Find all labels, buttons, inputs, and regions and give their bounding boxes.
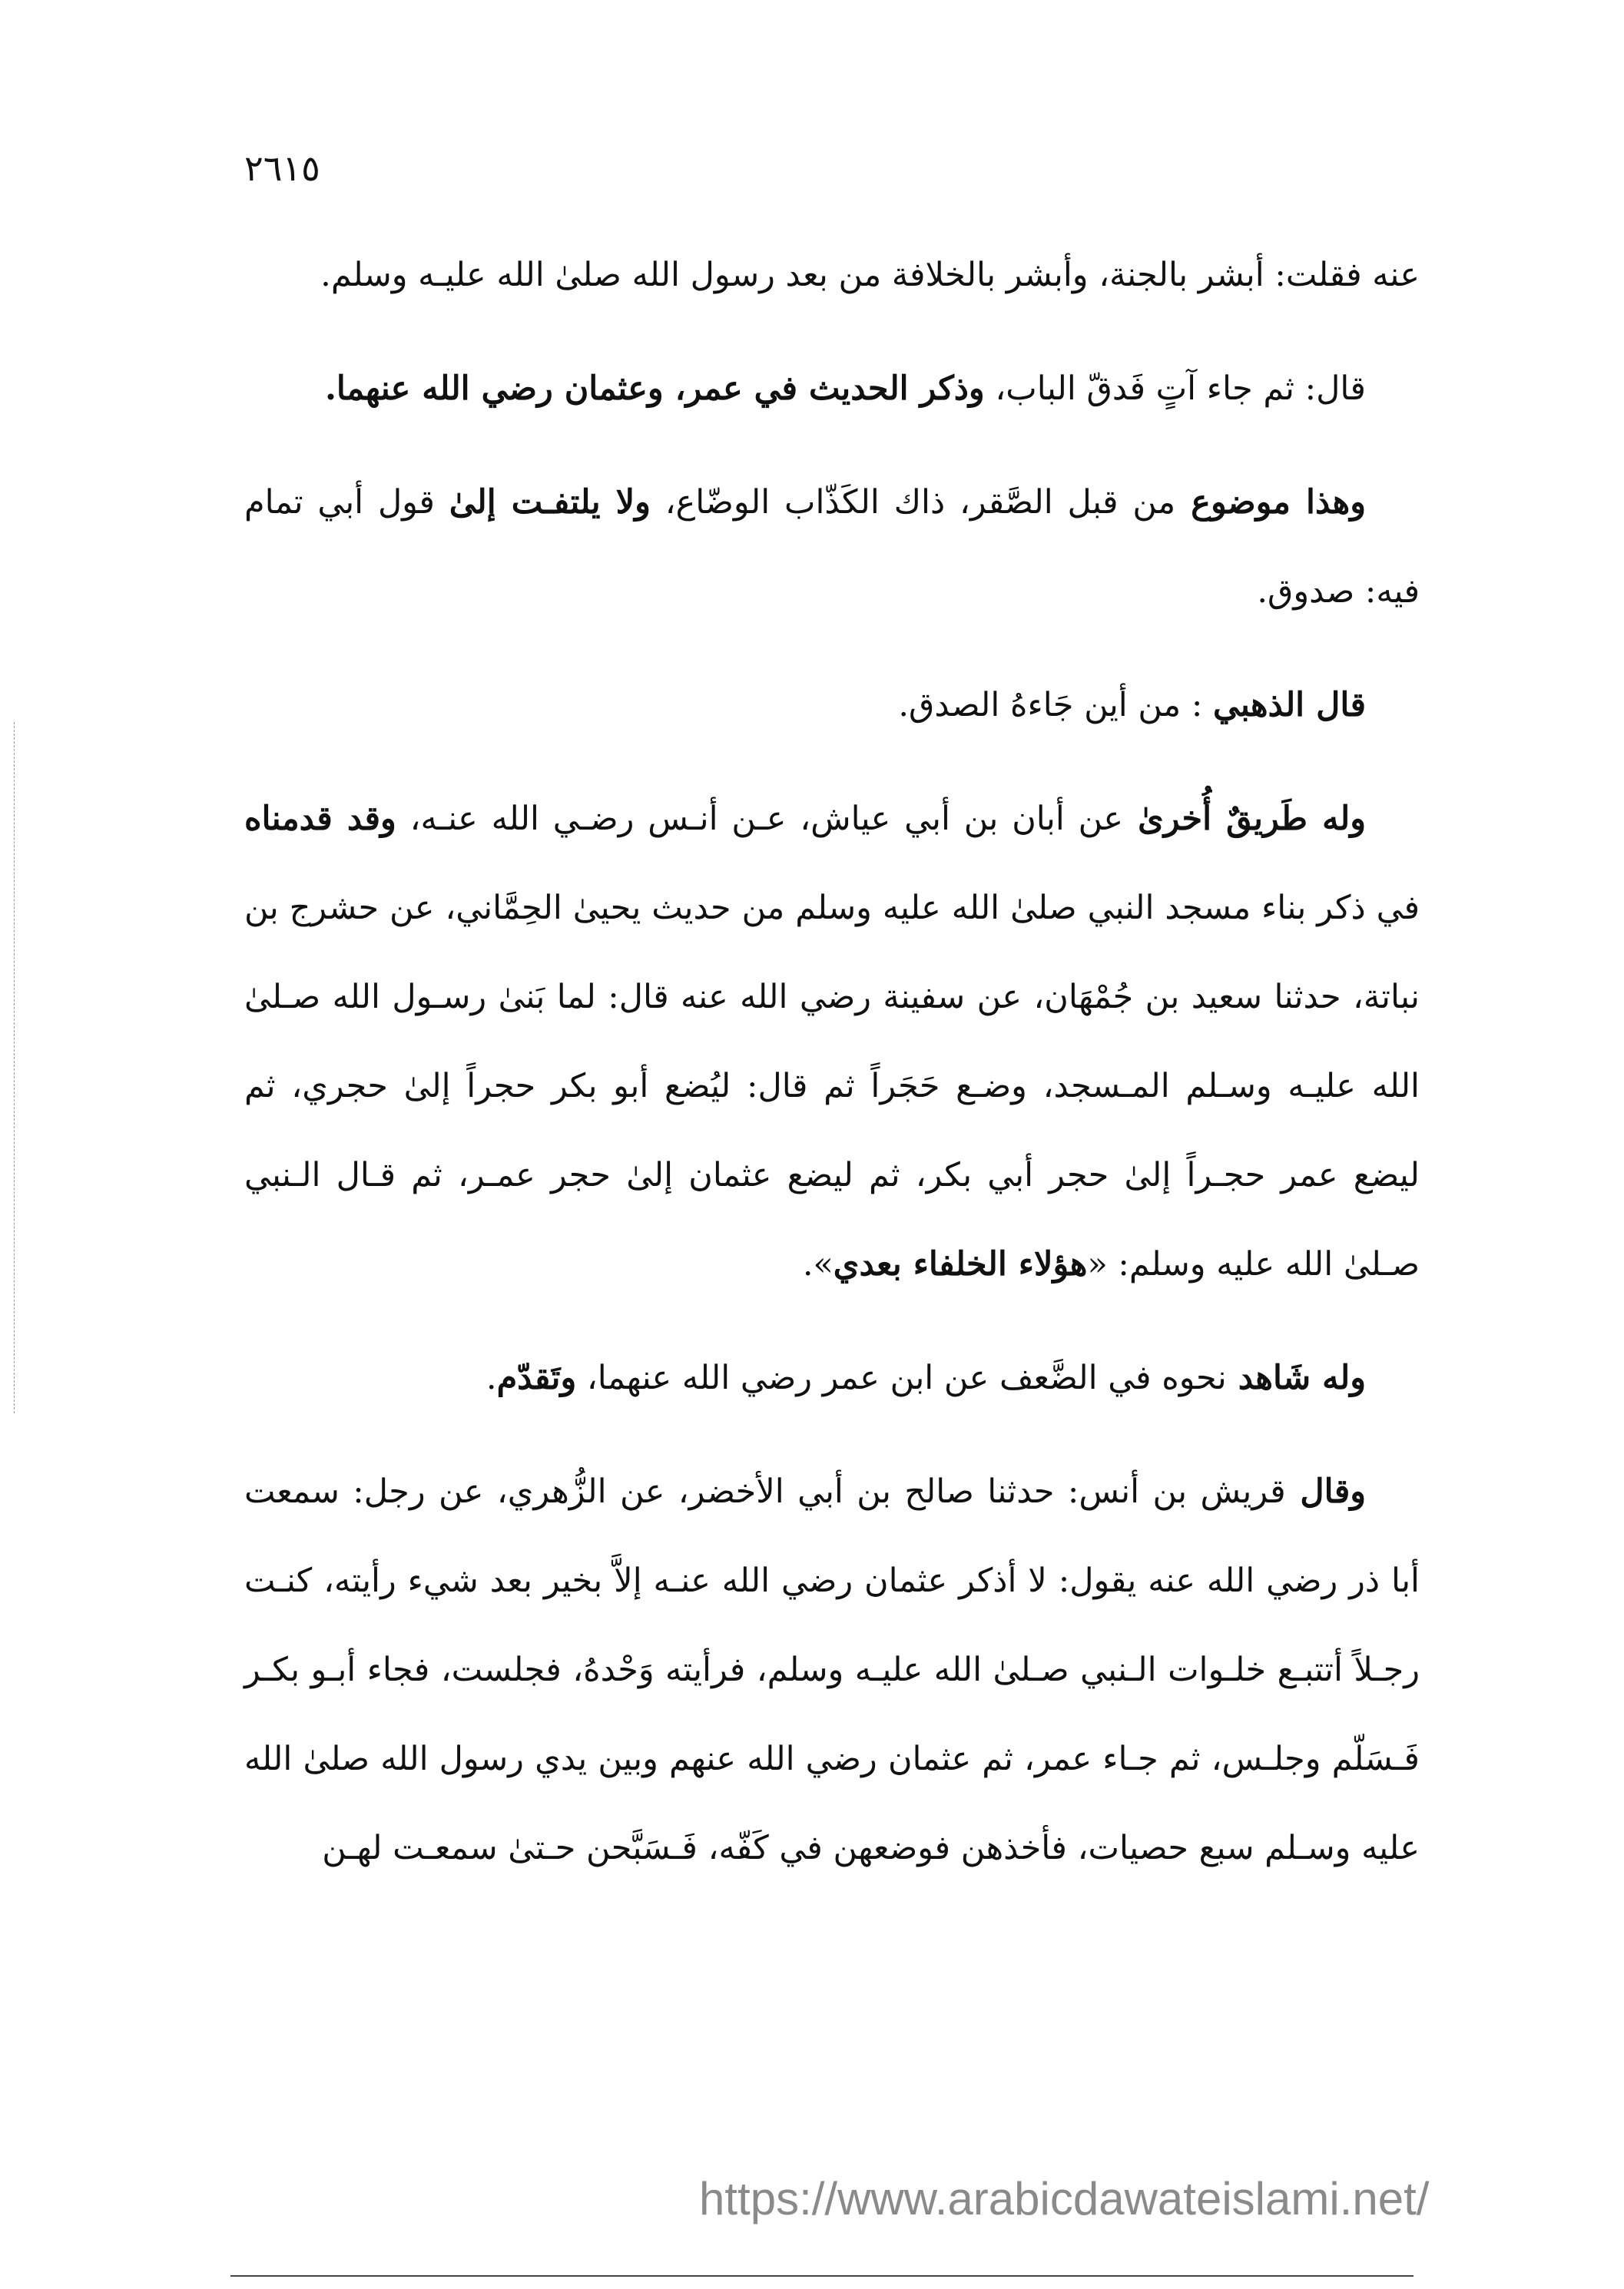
- bold-text-segment: وله طَريقٌ أُخرىٰ: [1123, 800, 1366, 838]
- text-segment: قال: ثم جاء آتٍ فَدقّ الباب،: [984, 369, 1366, 408]
- text-segment: قريش بن أنس: حدثنا صالح بن أبي الأخضر، عن الزُّهري، عن رجل: سمعت أبا ذر رضي الله عنه يقول: لا أذكر عثمان رضي الله عنـه إلاَّ بخير بعد شيء رأيته، كنـت رجـلاً أتتبـع خلـوات الـنبي صـلىٰ الله عليـه وسلم، فرأيته وَحْدهُ، فجلست، فجاء أبـو بكـر فَـسَلّم وجلـس، ثم جـاء عمر، ثم عثمان رضي الله عنهم وبين يدي رسول الله صلىٰ الله عليه وسـلم سبع حصيات، فأخذهن فوضعهن في كَفّه، فَـسَبَّحن حـتىٰ سمعـت لهـن: [244, 1472, 1420, 1867]
- bold-text-segment: وله شَاهد: [1226, 1359, 1366, 1397]
- page-number: ٢٦١٥: [244, 147, 320, 189]
- text-segment: من قبل الصَّقر، ذاك الكَذّاب الوضّاع،: [650, 483, 1176, 522]
- bold-text-segment: وذكر الحديث في عمر، وعثمان رضي الله عنهما.: [324, 369, 985, 408]
- paragraph: [244, 458, 1420, 636]
- paragraph: [244, 774, 1420, 1309]
- bold-text-segment: وتَقدّم: [496, 1359, 577, 1397]
- bold-text-segment: وقد قدمناه: [244, 800, 396, 838]
- paragraph: [244, 661, 1420, 750]
- text-segment: عنه فقلت: أبشر بالجنة، وأبشر بالخلافة من بعد رسول الله صلىٰ الله عليـه وسلم.: [320, 256, 1420, 294]
- bold-text-segment: وهذا موضوع: [1175, 483, 1367, 522]
- paragraph: [244, 1447, 1420, 1893]
- bold-text-segment: هؤلاء الخلفاء بعدي: [833, 1245, 1088, 1284]
- text-segment: ».: [802, 1245, 834, 1284]
- paragraph: [244, 1333, 1420, 1423]
- paragraph: [244, 344, 1420, 433]
- text-segment: نحوه في الضَّعف عن ابن عمر رضي الله عنهما،: [576, 1359, 1227, 1397]
- text-segment: : من أين جَاءهُ الصدق.: [898, 686, 1214, 724]
- bold-text-segment: وقال: [1285, 1472, 1367, 1511]
- bold-text-segment: ولا يلتفـت إلىٰ: [449, 483, 651, 522]
- text-segment: في ذكر بناء مسجد النبي صلىٰ الله عليه وسلم من حديث يحيىٰ الحِمَّاني، عن حشرج بن نباتة، حدثنا سعيد بن جُمْهَان، عن سفينة رضي الله عنه قال: لما بَنىٰ رسـول الله صـلىٰ الله عليـه وسـلم المـسجد، وضـع حَجَراً ثم قال: ليُضع أبو بكر حجراً إلىٰ حجري، ثم ليضع عمر حجـراً إلىٰ حجر أبي بكر، ثم ليضع عثمان إلىٰ حجر عمـر، ثم قـال الـنبي صـلىٰ الله عليه وسلم: «: [244, 889, 1420, 1284]
- footer-rule: [230, 2275, 1414, 2277]
- text-segment: عن أبان بن أبي عياش، عـن أنـس رضـي الله عنـه،: [396, 800, 1124, 838]
- watermark-url: https://www.arabicdawateislami.net/: [699, 2173, 1430, 2224]
- bold-text-segment: قال الذهبي: [1213, 686, 1366, 724]
- scan-edge-mark: [14, 722, 15, 1413]
- body-text: [244, 230, 1420, 1917]
- paragraph: [244, 230, 1420, 320]
- text-segment: قول أبي تمام فيه: صدوق.: [244, 483, 1420, 611]
- text-segment: .: [486, 1359, 497, 1397]
